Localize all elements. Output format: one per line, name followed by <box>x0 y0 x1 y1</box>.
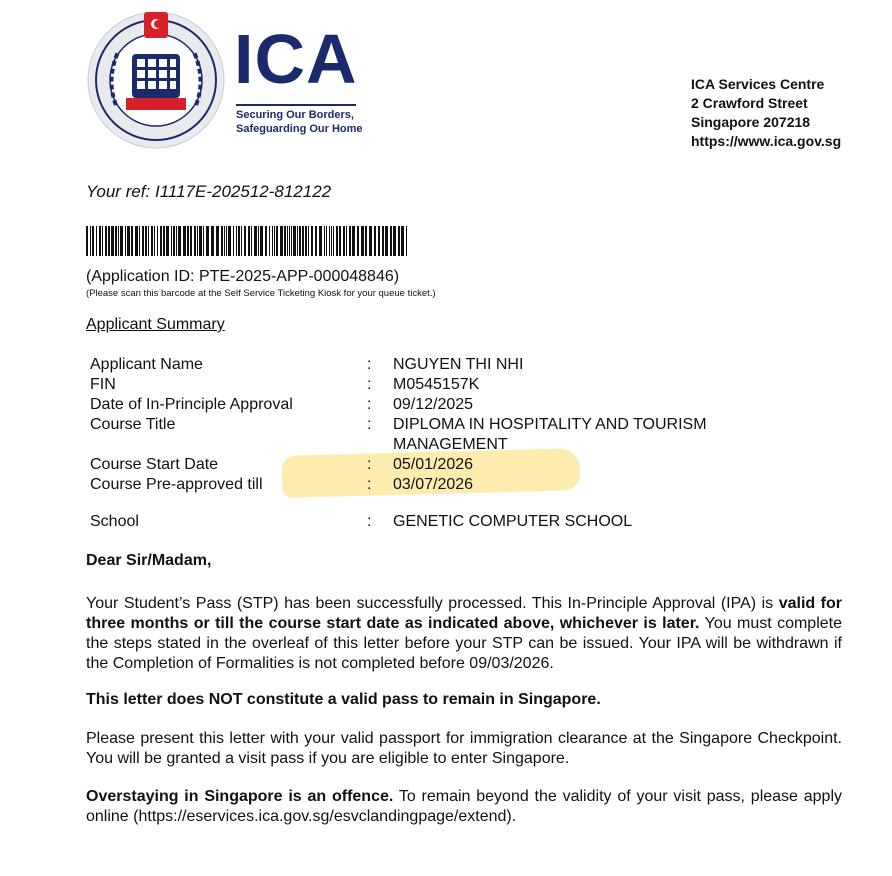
separator: : <box>367 396 372 413</box>
paragraph-text: Your Student’s Pass (STP) has been successfully processed. This In-Principle Approval (IPA) is <box>86 595 779 612</box>
value-pre-approved-till: 03/07/2026 <box>393 476 474 493</box>
separator: : <box>367 356 372 373</box>
label-course-start-date: Course Start Date <box>90 456 219 473</box>
separator: : <box>367 513 372 530</box>
overstaying-emphasis: Overstaying in Singapore is an offence. <box>86 788 394 805</box>
paragraph-text: You must complete the steps stated in the overleaf of this letter before your STP can be issued. Your IPA will be withdrawn if the Completion of Formalities is not completed before 09/03/2026. <box>86 615 843 672</box>
salutation: Dear Sir/Madam, <box>86 552 212 569</box>
value-school: GENETIC COMPUTER SCHOOL <box>393 513 633 530</box>
tagline-line-1: Securing Our Borders, <box>236 109 354 121</box>
scan-note: (Please scan this barcode at the Self Service Ticketing Kiosk for your queue ticket.) <box>86 288 436 299</box>
paragraph-processing <box>86 594 842 674</box>
address-line-3: Singapore 207218 <box>691 114 811 130</box>
ica-seal-logo <box>86 10 226 150</box>
separator: : <box>367 416 372 433</box>
label-course-title: Course Title <box>90 416 176 433</box>
label-pre-approved-till: Course Pre-approved till <box>90 476 263 493</box>
address-line-2: 2 Crawford Street <box>691 95 808 111</box>
website-link[interactable]: https://www.ica.gov.sg <box>691 133 842 149</box>
wordmark-divider <box>236 104 356 106</box>
label-ipa-date: Date of In-Principle Approval <box>90 396 293 413</box>
paragraph-text: To remain beyond the validity of your visit pass, please apply online (https://eservices.ica.gov.sg/esvclandingpage/extend). <box>86 788 842 825</box>
value-ipa-date: 09/12/2025 <box>393 396 474 413</box>
paragraph-overstaying <box>86 787 842 827</box>
label-school: School <box>90 513 139 530</box>
paragraph-not-valid-pass: This letter does NOT constitute a valid pass to remain in Singapore. <box>86 691 601 708</box>
validity-emphasis: valid for three months or till the course start date as indicated above, whichever is later. <box>86 595 843 632</box>
value-fin: M0545157K <box>393 376 480 393</box>
value-applicant-name: NGUYEN THI NHI <box>393 356 524 373</box>
label-fin: FIN <box>90 376 116 393</box>
paragraph-immigration-clearance: Please present this letter with your valid passport for immigration clearance at the Singapore Checkpoint. You will be granted a visit pass if you are eligible to enter Singapore. <box>86 730 842 767</box>
separator: : <box>367 476 372 493</box>
value-course-title: DIPLOMA IN HOSPITALITY AND TOURISM <box>393 416 707 433</box>
barcode <box>86 226 408 256</box>
separator: : <box>367 376 372 393</box>
application-id: (Application ID: PTE-2025-APP-000048846) <box>86 268 400 285</box>
tagline-line-2: Safeguarding Our Home <box>236 123 363 135</box>
ica-wordmark: ICA <box>234 20 358 98</box>
separator: : <box>367 456 372 473</box>
applicant-summary-heading: Applicant Summary <box>86 316 225 333</box>
value-course-title-line-2: MANAGEMENT <box>393 436 508 453</box>
label-applicant-name: Applicant Name <box>90 356 203 373</box>
value-course-start-date: 05/01/2026 <box>393 456 474 473</box>
reference-number: Your ref: I1117E-202512-812122 <box>86 182 332 201</box>
address-line-1: ICA Services Centre <box>691 76 825 92</box>
